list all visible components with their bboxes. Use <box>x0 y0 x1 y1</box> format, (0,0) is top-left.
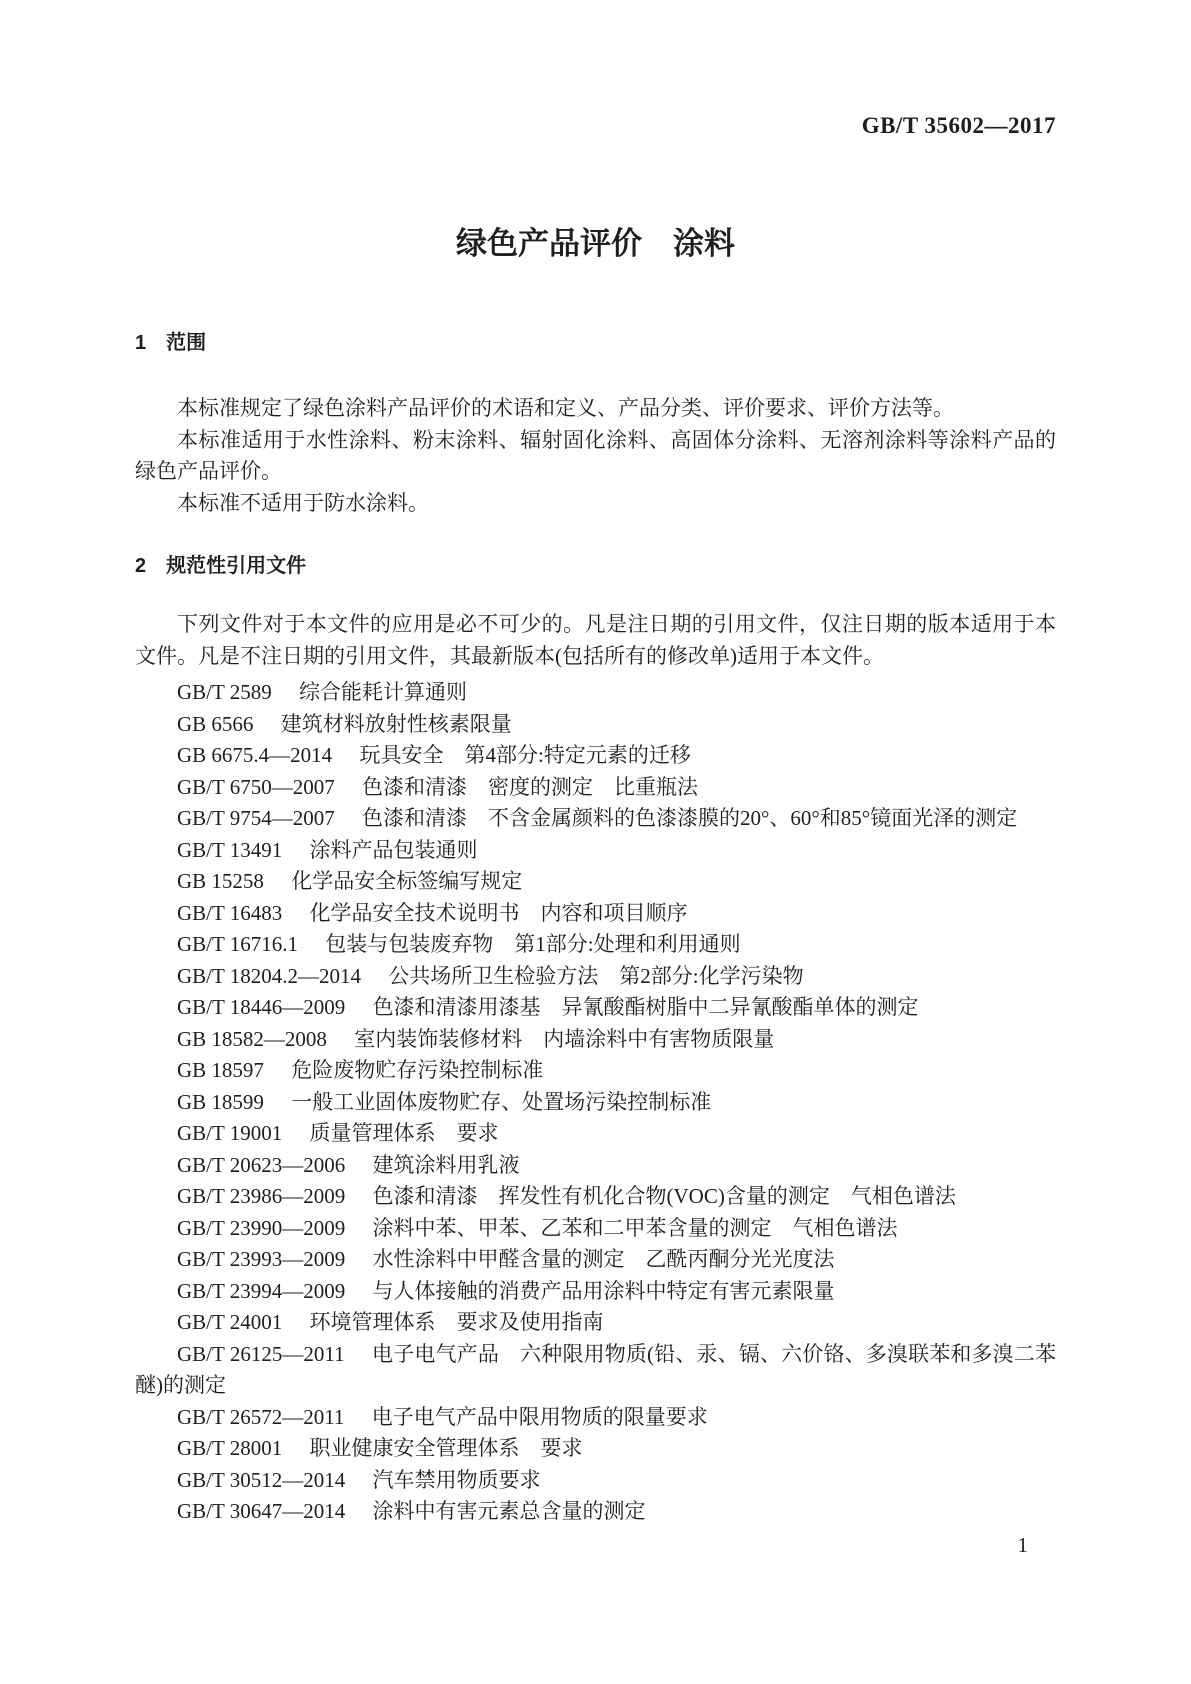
reference-code: GB/T 23986—2009 <box>177 1184 346 1208</box>
paragraph: 本标准不适用于防水涂料。 <box>177 490 429 515</box>
reference-title: 涂料中有害元素总含量的测定 <box>372 1499 646 1523</box>
reference-item <box>135 1465 1056 1497</box>
page-number: 1 <box>1017 1532 1028 1557</box>
references-intro <box>135 609 1056 672</box>
reference-title: 色漆和清漆 密度的测定 比重瓶法 <box>362 774 699 799</box>
reference-code: GB/T 16483 <box>177 900 283 925</box>
reference-code: GB 6675.4—2014 <box>177 743 333 767</box>
reference-title: 玩具安全 第4部分:特定元素的迁移 <box>359 743 691 767</box>
reference-item <box>135 1181 1056 1213</box>
reference-title: 化学品安全标签编写规定 <box>291 869 523 893</box>
section-heading <box>135 553 1056 579</box>
reference-title: 化学品安全技术说明书 内容和项目顺序 <box>309 900 688 925</box>
reference-title: 室内装饰装修材料 内墙涂料中有害物质限量 <box>354 1026 775 1051</box>
reference-item <box>135 1150 1056 1182</box>
reference-item <box>135 1496 1056 1528</box>
document-title: 绿色产品评价 涂料 <box>456 226 735 261</box>
reference-item <box>135 1087 1056 1119</box>
reference-code: GB 6566 <box>177 711 254 736</box>
section-number: 1 <box>135 332 147 354</box>
reference-code: GB/T 26572—2011 <box>177 1404 345 1429</box>
reference-item <box>135 835 1056 867</box>
reference-title: 色漆和清漆 挥发性有机化合物(VOC)含量的测定 气相色谱法 <box>372 1184 956 1208</box>
reference-code: GB/T 28001 <box>177 1436 283 1460</box>
reference-item <box>135 709 1056 741</box>
reference-item <box>135 1118 1056 1150</box>
reference-title: 涂料产品包装通则 <box>309 837 478 862</box>
reference-title: 水性涂料中甲醛含量的测定 乙酰丙酮分光光度法 <box>372 1247 835 1271</box>
reference-item <box>135 772 1056 804</box>
reference-title: 涂料中苯、甲苯、乙苯和二甲苯含量的测定 气相色谱法 <box>372 1215 898 1240</box>
reference-title: 一般工业固体废物贮存、处置场污染控制标准 <box>291 1089 712 1114</box>
section-number: 2 <box>135 555 147 577</box>
section-heading <box>135 330 1056 356</box>
reference-title: 汽车禁用物质要求 <box>372 1467 541 1492</box>
reference-title: 综合能耗计算通则 <box>299 680 468 704</box>
reference-item <box>135 1276 1056 1308</box>
reference-code: GB/T 20623—2006 <box>177 1152 346 1177</box>
reference-title: 职业健康安全管理体系 要求 <box>309 1436 583 1460</box>
section-heading-label: 范围 <box>166 332 207 354</box>
reference-item <box>135 961 1056 993</box>
section-scope <box>135 330 1056 519</box>
reference-title: 质量管理体系 要求 <box>309 1121 499 1145</box>
section-heading-label: 规范性引用文件 <box>166 555 307 577</box>
reference-code: GB/T 23994—2009 <box>177 1278 346 1303</box>
reference-code: GB/T 23990—2009 <box>177 1215 346 1240</box>
reference-code: GB 18582—2008 <box>177 1026 327 1051</box>
reference-code: GB 15258 <box>177 869 264 893</box>
reference-item <box>135 803 1056 835</box>
reference-item <box>135 1433 1056 1465</box>
reference-title: 建筑材料放射性核素限量 <box>280 711 512 736</box>
reference-title: 电子电气产品 六种限用物质(铅、汞、镉、六价铬、多溴联苯和多溴二苯醚)的测定 <box>135 1341 1056 1397</box>
paragraph: 本标准适用于水性涂料、粉末涂料、辐射固化涂料、高固体分涂料、无溶剂涂料等涂料产品的绿色产品评价。 <box>135 427 1056 483</box>
reference-item <box>135 740 1056 772</box>
reference-code: GB/T 18446—2009 <box>177 995 346 1019</box>
reference-code: GB/T 13491 <box>177 837 283 862</box>
reference-item <box>135 1213 1056 1245</box>
reference-item <box>135 866 1056 898</box>
section-normative-references <box>135 553 1056 1528</box>
reference-code: GB/T 24001 <box>177 1310 283 1334</box>
reference-item <box>135 677 1056 709</box>
reference-code: GB/T 19001 <box>177 1121 283 1145</box>
reference-title: 建筑涂料用乳液 <box>372 1152 520 1177</box>
reference-code: GB 18597 <box>177 1058 264 1082</box>
reference-title: 环境管理体系 要求及使用指南 <box>309 1310 604 1334</box>
reference-code: GB/T 9754—2007 <box>177 806 335 830</box>
reference-title: 色漆和清漆用漆基 异氰酸酯树脂中二异氰酸酯单体的测定 <box>372 995 919 1019</box>
reference-item <box>135 1402 1056 1434</box>
reference-item <box>135 1307 1056 1339</box>
reference-code: GB/T 30512—2014 <box>177 1467 346 1492</box>
reference-title: 公共场所卫生检验方法 第2部分:化学污染物 <box>388 963 804 988</box>
reference-code: GB/T 2589 <box>177 680 272 704</box>
reference-code: GB/T 16716.1 <box>177 932 298 956</box>
reference-code: GB/T 30647—2014 <box>177 1499 346 1523</box>
reference-title: 色漆和清漆 不含金属颜料的色漆漆膜的20°、60°和85°镜面光泽的测定 <box>362 806 1018 830</box>
reference-title: 电子电气产品中限用物质的限量要求 <box>371 1404 708 1429</box>
reference-code: GB/T 18204.2—2014 <box>177 963 361 988</box>
reference-item <box>135 898 1056 930</box>
reference-title: 包装与包装废弃物 第1部分:处理和利用通则 <box>325 932 741 956</box>
reference-item <box>135 992 1056 1024</box>
reference-code: GB/T 6750—2007 <box>177 774 335 799</box>
paragraph: 本标准规定了绿色涂料产品评价的术语和定义、产品分类、评价要求、评价方法等。 <box>177 396 954 420</box>
reference-item <box>135 929 1056 961</box>
reference-code: GB/T 23993—2009 <box>177 1247 346 1271</box>
reference-item <box>135 1244 1056 1276</box>
reference-code: GB 18599 <box>177 1089 264 1114</box>
reference-code: GB/T 26125—2011 <box>177 1341 345 1366</box>
references-list <box>135 677 1056 1528</box>
standard-number: GB/T 35602—2017 <box>861 113 1056 138</box>
reference-item <box>135 1339 1056 1402</box>
scope-paragraphs <box>135 393 1056 519</box>
reference-item <box>135 1024 1056 1056</box>
reference-title: 与人体接触的消费产品用涂料中特定有害元素限量 <box>372 1278 835 1303</box>
paragraph: 下列文件对于本文件的应用是必不可少的。凡是注日期的引用文件，仅注日期的版本适用于本文件。凡是不注日期的引用文件，其最新版本(包括所有的修改单)适用于本文件。 <box>135 612 1056 668</box>
reference-item <box>135 1055 1056 1087</box>
reference-title: 危险废物贮存污染控制标准 <box>291 1058 544 1082</box>
